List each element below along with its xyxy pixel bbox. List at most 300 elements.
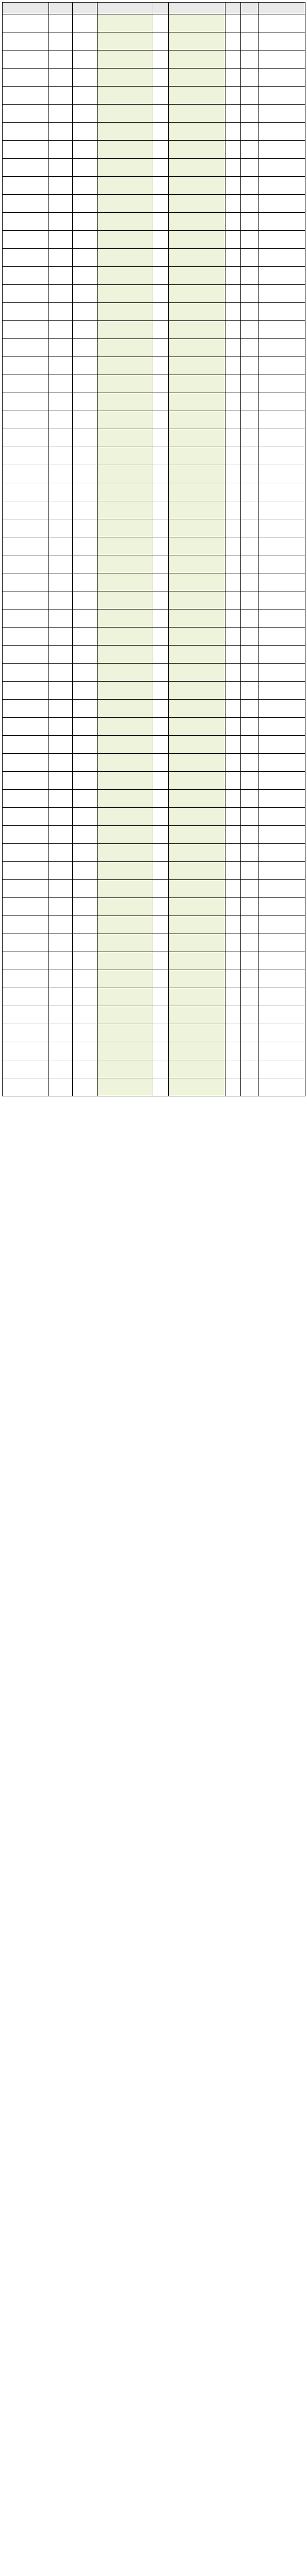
table-cell	[49, 141, 73, 159]
table-cell	[241, 952, 258, 970]
table-cell	[73, 123, 98, 141]
table-cell	[225, 231, 241, 249]
table-row	[3, 159, 305, 177]
table-cell	[98, 375, 153, 393]
table-cell	[169, 537, 225, 555]
table-cell	[98, 177, 153, 195]
table-cell	[3, 609, 49, 628]
table-cell	[153, 555, 169, 573]
table-cell	[73, 1006, 98, 1024]
table-cell	[153, 105, 169, 123]
table-cell	[169, 628, 225, 646]
table-cell	[49, 573, 73, 591]
table-cell	[225, 1060, 241, 1078]
table-cell	[153, 1006, 169, 1024]
table-cell	[258, 1006, 305, 1024]
table-cell	[49, 285, 73, 303]
table-cell	[98, 790, 153, 808]
table-cell	[241, 411, 258, 429]
table-cell	[153, 32, 169, 50]
table-cell	[241, 916, 258, 934]
table-cell	[49, 357, 73, 375]
table-cell	[73, 790, 98, 808]
table-cell	[258, 50, 305, 69]
table-row	[3, 267, 305, 285]
table-cell	[169, 87, 225, 105]
table-cell	[241, 141, 258, 159]
table-cell	[241, 988, 258, 1006]
table-cell	[98, 14, 153, 32]
table-row	[3, 321, 305, 339]
table-cell	[241, 826, 258, 844]
table-cell	[73, 339, 98, 357]
table-cell	[241, 447, 258, 465]
column-header	[153, 3, 169, 14]
table-cell	[98, 519, 153, 537]
table-cell	[258, 195, 305, 213]
table-cell	[225, 1042, 241, 1060]
table-cell	[98, 483, 153, 501]
table-cell	[98, 267, 153, 285]
table-cell	[241, 213, 258, 231]
table-cell	[258, 736, 305, 754]
table-cell	[258, 14, 305, 32]
column-header	[98, 3, 153, 14]
table-cell	[169, 195, 225, 213]
table-cell	[73, 32, 98, 50]
table-cell	[73, 646, 98, 664]
table-row	[3, 375, 305, 393]
table-cell	[98, 591, 153, 609]
table-cell	[258, 988, 305, 1006]
table-cell	[98, 880, 153, 898]
table-cell	[225, 159, 241, 177]
table-cell	[3, 898, 49, 916]
table-cell	[153, 537, 169, 555]
table-cell	[3, 988, 49, 1006]
table-row	[3, 736, 305, 754]
table-cell	[225, 808, 241, 826]
table-cell	[169, 682, 225, 700]
table-cell	[73, 87, 98, 105]
table-cell	[73, 736, 98, 754]
table-cell	[169, 664, 225, 682]
table-cell	[153, 447, 169, 465]
table-cell	[153, 700, 169, 718]
table-cell	[73, 411, 98, 429]
table-cell	[73, 555, 98, 573]
table-cell	[3, 934, 49, 952]
table-cell	[98, 718, 153, 736]
table-cell	[241, 970, 258, 988]
table-cell	[258, 483, 305, 501]
table-cell	[73, 826, 98, 844]
table-cell	[153, 772, 169, 790]
table-cell	[73, 1078, 98, 1096]
table-cell	[49, 195, 73, 213]
table-cell	[153, 141, 169, 159]
table-cell	[169, 736, 225, 754]
table-row	[3, 862, 305, 880]
table-cell	[73, 177, 98, 195]
table-cell	[73, 105, 98, 123]
table-cell	[169, 465, 225, 483]
table-cell	[258, 664, 305, 682]
table-cell	[98, 1060, 153, 1078]
table-cell	[73, 1024, 98, 1042]
table-cell	[225, 69, 241, 87]
table-cell	[153, 826, 169, 844]
table-cell	[241, 682, 258, 700]
table-cell	[153, 303, 169, 321]
column-header	[241, 3, 258, 14]
table-cell	[169, 1060, 225, 1078]
table-cell	[73, 898, 98, 916]
table-cell	[241, 321, 258, 339]
table-cell	[73, 934, 98, 952]
table-cell	[225, 682, 241, 700]
table-cell	[3, 195, 49, 213]
table-cell	[225, 898, 241, 916]
table-cell	[153, 844, 169, 862]
table-cell	[98, 988, 153, 1006]
table-cell	[73, 357, 98, 375]
table-cell	[225, 375, 241, 393]
table-cell	[98, 682, 153, 700]
table-cell	[3, 1078, 49, 1096]
table-cell	[169, 303, 225, 321]
table-cell	[73, 141, 98, 159]
table-cell	[153, 321, 169, 339]
table-cell	[169, 429, 225, 447]
table-cell	[49, 375, 73, 393]
table-cell	[98, 808, 153, 826]
table-row	[3, 105, 305, 123]
table-cell	[49, 664, 73, 682]
table-cell	[49, 646, 73, 664]
table-cell	[169, 50, 225, 69]
table-cell	[49, 87, 73, 105]
table-cell	[241, 790, 258, 808]
table-cell	[3, 664, 49, 682]
table-cell	[153, 339, 169, 357]
table-row	[3, 934, 305, 952]
table-cell	[49, 393, 73, 411]
table-cell	[169, 339, 225, 357]
table-cell	[49, 826, 73, 844]
table-cell	[225, 195, 241, 213]
table-cell	[49, 537, 73, 555]
table-cell	[153, 718, 169, 736]
table-cell	[49, 213, 73, 231]
table-cell	[49, 844, 73, 862]
table-cell	[98, 736, 153, 754]
table-cell	[98, 285, 153, 303]
table-cell	[258, 429, 305, 447]
table-cell	[98, 357, 153, 375]
table-cell	[98, 105, 153, 123]
table-cell	[98, 916, 153, 934]
table-row	[3, 952, 305, 970]
table-cell	[225, 790, 241, 808]
table-cell	[73, 537, 98, 555]
table-cell	[73, 970, 98, 988]
table-cell	[49, 519, 73, 537]
table-row	[3, 700, 305, 718]
table-cell	[169, 519, 225, 537]
table-body	[3, 14, 305, 1096]
table-cell	[225, 411, 241, 429]
table-row	[3, 682, 305, 700]
table-cell	[153, 519, 169, 537]
table-cell	[98, 1078, 153, 1096]
table-cell	[258, 700, 305, 718]
table-cell	[225, 447, 241, 465]
table-cell	[225, 465, 241, 483]
table-cell	[153, 501, 169, 519]
table-cell	[98, 50, 153, 69]
table-cell	[225, 628, 241, 646]
table-cell	[73, 862, 98, 880]
table-cell	[73, 591, 98, 609]
table-cell	[49, 465, 73, 483]
table-cell	[169, 591, 225, 609]
table-cell	[169, 393, 225, 411]
table-cell	[3, 50, 49, 69]
table-cell	[258, 591, 305, 609]
table-cell	[49, 970, 73, 988]
table-cell	[169, 862, 225, 880]
table-cell	[153, 213, 169, 231]
table-cell	[98, 447, 153, 465]
table-cell	[153, 1078, 169, 1096]
table-cell	[241, 646, 258, 664]
table-cell	[98, 1006, 153, 1024]
table-cell	[225, 1006, 241, 1024]
table-cell	[241, 664, 258, 682]
table-cell	[153, 808, 169, 826]
table-cell	[241, 303, 258, 321]
product-table-sheet	[2, 2, 305, 1096]
table-cell	[49, 177, 73, 195]
table-row	[3, 573, 305, 591]
table-cell	[241, 736, 258, 754]
table-cell	[73, 628, 98, 646]
table-cell	[73, 375, 98, 393]
table-cell	[225, 267, 241, 285]
table-cell	[153, 682, 169, 700]
table-cell	[241, 754, 258, 772]
table-cell	[3, 519, 49, 537]
table-row	[3, 1042, 305, 1060]
table-row	[3, 591, 305, 609]
table-cell	[3, 862, 49, 880]
table-cell	[73, 321, 98, 339]
table-cell	[49, 159, 73, 177]
table-cell	[3, 700, 49, 718]
table-cell	[241, 700, 258, 718]
table-cell	[258, 682, 305, 700]
table-cell	[258, 754, 305, 772]
table-cell	[225, 339, 241, 357]
table-cell	[169, 447, 225, 465]
table-cell	[258, 501, 305, 519]
table-cell	[3, 1060, 49, 1078]
table-cell	[49, 231, 73, 249]
table-cell	[241, 465, 258, 483]
table-row	[3, 429, 305, 447]
table-cell	[153, 736, 169, 754]
table-cell	[225, 1024, 241, 1042]
table-cell	[169, 177, 225, 195]
table-cell	[49, 628, 73, 646]
table-cell	[153, 664, 169, 682]
table-cell	[225, 50, 241, 69]
table-cell	[3, 285, 49, 303]
table-cell	[49, 736, 73, 754]
table-cell	[241, 718, 258, 736]
table-cell	[258, 898, 305, 916]
table-cell	[3, 646, 49, 664]
table-cell	[225, 736, 241, 754]
table-cell	[241, 862, 258, 880]
table-cell	[49, 249, 73, 267]
table-cell	[3, 123, 49, 141]
table-cell	[258, 519, 305, 537]
table-cell	[225, 105, 241, 123]
table-cell	[258, 411, 305, 429]
table-cell	[241, 1078, 258, 1096]
table-cell	[225, 14, 241, 32]
table-cell	[169, 844, 225, 862]
table-cell	[98, 628, 153, 646]
table-cell	[169, 790, 225, 808]
table-cell	[98, 303, 153, 321]
table-cell	[258, 555, 305, 573]
table-cell	[241, 483, 258, 501]
table-cell	[241, 501, 258, 519]
table-cell	[73, 159, 98, 177]
table-row	[3, 411, 305, 429]
table-cell	[73, 303, 98, 321]
table-cell	[241, 339, 258, 357]
table-row	[3, 754, 305, 772]
table-row	[3, 231, 305, 249]
table-cell	[241, 573, 258, 591]
table-cell	[169, 1042, 225, 1060]
table-cell	[258, 1042, 305, 1060]
table-cell	[225, 916, 241, 934]
table-cell	[258, 32, 305, 50]
table-cell	[98, 573, 153, 591]
table-cell	[258, 87, 305, 105]
table-header	[3, 3, 305, 14]
table-cell	[258, 952, 305, 970]
table-cell	[153, 952, 169, 970]
table-cell	[49, 790, 73, 808]
table-cell	[98, 159, 153, 177]
table-cell	[169, 267, 225, 285]
table-cell	[258, 790, 305, 808]
table-cell	[49, 339, 73, 357]
table-cell	[153, 267, 169, 285]
table-cell	[169, 32, 225, 50]
table-cell	[49, 483, 73, 501]
table-cell	[241, 14, 258, 32]
table-cell	[258, 1078, 305, 1096]
table-cell	[98, 898, 153, 916]
table-cell	[3, 177, 49, 195]
table-row	[3, 628, 305, 646]
table-cell	[225, 1078, 241, 1096]
table-cell	[225, 772, 241, 790]
table-cell	[258, 159, 305, 177]
table-cell	[241, 1060, 258, 1078]
table-cell	[98, 249, 153, 267]
table-cell	[258, 105, 305, 123]
table-cell	[3, 465, 49, 483]
table-cell	[258, 537, 305, 555]
table-cell	[225, 952, 241, 970]
table-cell	[3, 844, 49, 862]
table-cell	[225, 321, 241, 339]
table-cell	[3, 447, 49, 465]
table-row	[3, 519, 305, 537]
table-cell	[3, 411, 49, 429]
table-cell	[153, 375, 169, 393]
table-cell	[153, 934, 169, 952]
table-row	[3, 772, 305, 790]
table-row	[3, 664, 305, 682]
table-cell	[98, 1042, 153, 1060]
table-cell	[258, 123, 305, 141]
table-row	[3, 123, 305, 141]
table-cell	[241, 555, 258, 573]
table-row	[3, 249, 305, 267]
table-cell	[225, 393, 241, 411]
table-cell	[49, 862, 73, 880]
table-cell	[73, 447, 98, 465]
table-cell	[3, 952, 49, 970]
table-cell	[225, 177, 241, 195]
table-cell	[258, 1024, 305, 1042]
table-cell	[49, 123, 73, 141]
table-cell	[3, 916, 49, 934]
table-cell	[3, 213, 49, 231]
table-cell	[153, 285, 169, 303]
table-cell	[169, 1006, 225, 1024]
table-cell	[241, 50, 258, 69]
table-cell	[49, 916, 73, 934]
table-cell	[153, 628, 169, 646]
table-cell	[3, 339, 49, 357]
table-cell	[73, 952, 98, 970]
table-cell	[258, 177, 305, 195]
table-cell	[241, 537, 258, 555]
table-cell	[241, 880, 258, 898]
table-row	[3, 609, 305, 628]
table-cell	[98, 952, 153, 970]
table-cell	[169, 231, 225, 249]
table-cell	[3, 1042, 49, 1060]
table-cell	[241, 628, 258, 646]
table-cell	[225, 357, 241, 375]
table-cell	[153, 429, 169, 447]
table-cell	[169, 357, 225, 375]
table-cell	[49, 1042, 73, 1060]
table-cell	[98, 123, 153, 141]
table-cell	[241, 177, 258, 195]
